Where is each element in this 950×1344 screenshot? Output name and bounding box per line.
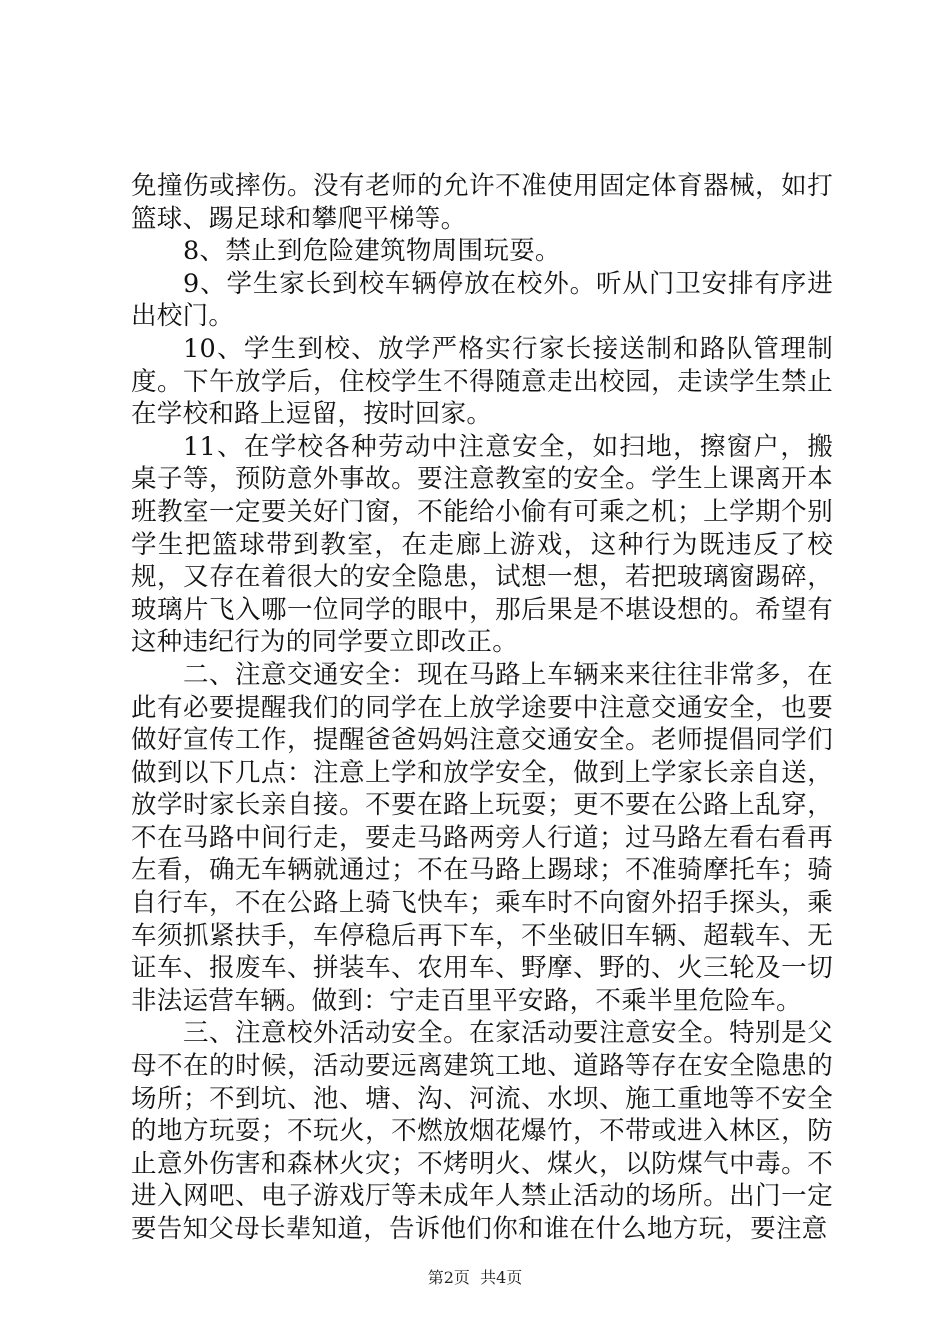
paragraph-outdoor-safety: 三、注意校外活动安全。在家活动要注意安全。特别是父母不在的时候，活动要远离建筑工地、道路等存在安全隐患的场所；不到坑、池、塘、沟、河流、水坝、施工重地等不安全的地方玩耍；不玩火，不燃放烟花爆竹，不带或进入林区，防止意外伤害和森林火灾；不烤明火、煤火，以防煤气中毒。不进入网吧、电子游戏厅等未成年人禁止活动的场所。出门一定要告知父母长辈知道，告诉他们你和谁在什么地方玩，要注意 xyxy=(131,1018,833,1244)
paragraph-item-9: 9、学生家长到校车辆停放在校外。听从门卫安排有序进出校门。 xyxy=(131,268,833,332)
paragraph-item-10: 10、学生到校、放学严格实行家长接送制和路队管理制度。下午放学后，住校学生不得随意走出校园，走读学生禁止在学校和路上逗留，按时回家。 xyxy=(131,333,833,430)
paragraph-item-11: 11、在学校各种劳动中注意安全，如扫地，擦窗户，搬桌子等，预防意外事故。要注意教室的安全。学生上课离开本班教室一定要关好门窗，不能给小偷有可乘之机；上学期个别学生把篮球带到教室，在走廊上游戏，这种行为既违反了校规，又存在着很大的安全隐患，试想一想，若把玻璃窗踢碎，玻璃片飞入哪一位同学的眼中，那后果是不堪设想的。希望有这种违纪行为的同学要立即改正。 xyxy=(131,431,833,658)
paragraph-continuation: 免撞伤或摔伤。没有老师的允许不准使用固定体育器械，如打篮球、踢足球和攀爬平梯等。 xyxy=(131,171,833,234)
paragraph-traffic-safety: 二、注意交通安全：现在马路上车辆来来往往非常多，在此有必要提醒我们的同学在上放学途要中注意交通安全，也要做好宣传工作，提醒爸爸妈妈注意交通安全。老师提倡同学们做到以下几点：注意上学和放学安全，做到上学家长亲自送，放学时家长亲自接。不要在路上玩耍；更不要在公路上乱穿，不在马路中间行走，要走马路两旁人行道；过马路左看右看再左看，确无车辆就通过；不在马路上踢球；不准骑摩托车；骑自行车，不在公路上骑飞快车；乘车时不向窗外招手探头，乘车须抓紧扶手，车停稳后再下车，不坐破旧车辆、超载车、无证车、报废车、拼装车、农用车、野摩、野的、火三轮及一切非法运营车辆。做到：宁走百里平安路，不乘半里危险车。 xyxy=(131,659,833,1016)
document-body xyxy=(131,170,833,1246)
page-footer xyxy=(0,1268,950,1288)
page-number-label: 第2页 共4页 xyxy=(427,1268,523,1287)
paragraph-item-8: 8、禁止到危险建筑物周围玩耍。 xyxy=(183,236,561,267)
